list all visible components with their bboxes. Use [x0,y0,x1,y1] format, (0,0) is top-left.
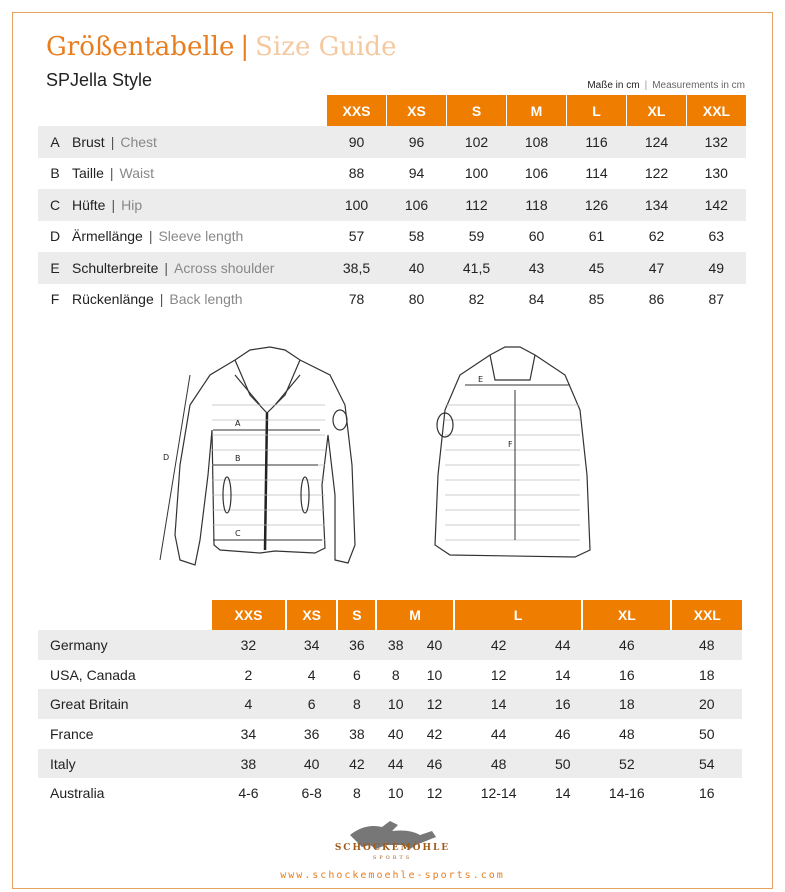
header-blank [38,95,327,126]
conversion-value: 42 [454,630,543,660]
front-measure-lines [160,375,322,560]
conversion-value: 8 [337,689,376,719]
measurement-name [72,284,327,316]
units-de: Maße in cm [587,80,640,91]
conversion-value: 14 [554,785,571,802]
size-header: M [507,95,567,126]
measurement-value: 96 [387,126,447,158]
conversion-value: 46 [415,749,454,779]
measurement-name-de: Ärmellänge [72,228,143,245]
measurement-name-en: Chest [120,133,157,150]
conversion-row [38,778,742,808]
conversion-table [38,600,742,808]
measurement-value: 124 [627,126,687,158]
measurement-name-de: Brust [72,133,105,150]
conversion-size-header: XXL [671,600,742,630]
units-note [587,80,745,91]
measurement-name-separator: | [164,259,169,276]
conversion-value: 34 [240,725,257,742]
conversion-row [38,660,742,690]
country-name: Great Britain [38,689,211,719]
sketch-label-a: A [235,419,241,428]
measurement-name-separator: | [111,196,116,213]
jacket-sketch [150,335,630,585]
conversion-value: 36 [303,725,320,742]
conversion-size-header: L [454,600,582,630]
country-name: Germany [38,630,211,660]
measurement-row [38,221,746,253]
conversion-row [38,749,742,779]
conversion-value: 14-16 [608,785,645,802]
conversion-value: 42 [337,749,376,779]
measurement-value: 45 [567,252,627,284]
measurement-value: 94 [408,165,425,182]
conversion-value: 14 [554,666,571,683]
conversion-size-header: S [337,600,376,630]
conversion-size-header: XL [582,600,671,630]
country-name: Italy [38,749,211,779]
measurement-row [38,284,746,316]
measurement-value: 88 [348,165,365,182]
country-name: USA, Canada [50,666,136,683]
measurement-letter: F [50,291,60,308]
conversion-header-row [38,600,742,630]
measurement-row [38,252,746,284]
measurement-value: 60 [528,228,545,245]
size-header: S [447,95,507,126]
conversion-value: 54 [671,749,742,779]
conversion-value: 32 [211,630,286,660]
conversion-value: 18 [698,666,715,683]
measurement-value: 122 [644,165,669,182]
measurement-name [72,221,327,253]
measurement-value: 38,5 [327,252,387,284]
sketch-label-f: F [508,440,513,449]
measurement-name-de: Hüfte [72,196,106,213]
back-jacket [435,347,590,557]
conversion-value: 40 [286,749,338,779]
measurement-value: 126 [567,189,627,221]
conversion-value: 6 [352,666,361,683]
conversion-value: 46 [582,630,671,660]
measurement-value: 106 [387,189,447,221]
sketch-label-d: D [163,453,170,462]
back-measure-lines [465,385,570,540]
measurement-value: 85 [588,291,605,308]
size-header: XL [627,95,687,126]
measurement-value: 80 [408,291,425,308]
conversion-value: 14 [454,689,543,719]
conversion-value: 38 [349,725,365,742]
conversion-value: 38 [211,749,286,779]
measurement-value: 43 [507,252,567,284]
title-en: Size Guide [255,32,397,62]
size-header: XXL [687,95,747,126]
measurement-name [72,189,327,221]
conversion-value: 44 [490,725,507,742]
measurement-value: 87 [708,291,725,308]
front-jacket [175,347,355,565]
measurement-row [38,158,746,190]
conversion-value: 34 [286,630,338,660]
sketch-label-e: E [478,375,484,384]
measurement-value: 63 [708,228,725,245]
measurement-value: 118 [507,189,567,221]
conversion-size-header: M [376,600,454,630]
measurement-name-en: Sleeve length [158,228,244,245]
country-name: France [50,725,94,742]
conversion-value: 8 [352,785,361,802]
units-separator: | [644,80,648,91]
conversion-value: 16 [543,689,582,719]
measurement-value: 59 [468,228,485,245]
conversion-value: 12-14 [480,785,517,802]
measurement-name-de: Rückenlänge [72,291,154,308]
measurement-letter: B [50,165,60,182]
measurement-value: 102 [447,126,507,158]
measurement-name [72,252,327,284]
size-header: L [567,95,627,126]
units-en: Measurements in cm [652,80,745,91]
conversion-value: 8 [391,666,400,683]
header-blank [38,600,211,630]
measurements-header-row [38,95,746,126]
conversion-value: 10 [426,666,443,683]
measurement-value: 40 [387,252,447,284]
conversion-value: 4-6 [238,785,259,802]
conversion-value: 16 [698,785,715,802]
measurement-value: 132 [687,126,747,158]
measurements-table [38,95,746,315]
sketch-label-b: B [235,454,241,463]
measurement-name [72,126,327,158]
title-de: Größentabelle [46,32,235,62]
conversion-value: 52 [582,749,671,779]
measurement-value: 100 [464,165,489,182]
conversion-value: 50 [543,749,582,779]
conversion-value: 12 [415,689,454,719]
measurement-name-en: Waist [119,165,155,182]
measurement-value: 134 [627,189,687,221]
measurement-name-en: Back length [169,291,243,308]
measurement-value: 62 [648,228,665,245]
measurement-letter: E [38,252,72,284]
measurement-name-en: Across shoulder [174,259,275,276]
page-title [46,32,396,62]
product-style: SPJella Style [46,70,153,90]
measurement-value: 58 [408,228,425,245]
measurement-value: 100 [327,189,387,221]
measurement-name-de: Schulterbreite [72,259,159,276]
measurement-name-separator: | [148,228,153,245]
measurement-name-separator: | [159,291,164,308]
measurement-name-de: Taille [72,165,104,182]
measurement-value: 108 [507,126,567,158]
measurement-value: 142 [687,189,747,221]
conversion-value: 12 [490,666,507,683]
conversion-value: 46 [554,725,571,742]
measurement-name-en: Hip [121,196,143,213]
conversion-row [38,630,742,660]
size-header: XS [387,95,447,126]
brand-name: SCHOCKEMÖHLE [334,843,451,853]
measurement-value: 84 [528,291,545,308]
conversion-value: 4 [307,666,316,683]
conversion-value: 36 [337,630,376,660]
conversion-value: 6-8 [301,785,322,802]
conversion-value: 44 [543,630,582,660]
measurement-value: 78 [348,291,365,308]
measurement-name-separator: | [109,165,114,182]
sketch-label-c: C [235,529,241,538]
measurement-letter: C [38,189,72,221]
conversion-value: 10 [387,785,404,802]
conversion-value: 50 [698,725,715,742]
measurement-value: 86 [648,291,665,308]
measurement-value: 57 [348,228,365,245]
conversion-value: 38 [376,630,415,660]
conversion-value: 44 [376,749,415,779]
website-link[interactable]: www.schockemoehle-sports.com [280,870,505,881]
measurement-name-separator: | [110,133,115,150]
measurement-value: 49 [687,252,747,284]
measurement-value: 112 [447,189,507,221]
conversion-value: 42 [426,725,443,742]
measurement-name [72,158,327,190]
measurement-value: 130 [704,165,728,182]
measurement-value: 90 [327,126,387,158]
conversion-row [38,719,742,749]
measurement-value: 114 [585,165,608,182]
conversion-value: 10 [376,689,415,719]
brand-sub: SPORTS [372,855,413,861]
conversion-value: 48 [454,749,543,779]
measurement-value: 61 [588,228,605,245]
conversion-value: 6 [286,689,338,719]
measurement-value: 106 [524,165,549,182]
size-header: XXS [327,95,387,126]
measurement-row [38,189,746,221]
conversion-value: 4 [211,689,286,719]
conversion-size-header: XS [286,600,338,630]
conversion-value: 16 [619,666,635,683]
measurement-value: 82 [468,291,485,308]
measurement-letter: A [38,126,72,158]
measurement-letter: D [49,228,61,245]
measurement-value: 41,5 [447,252,507,284]
conversion-value: 40 [415,630,454,660]
conversion-value: 12 [426,785,443,802]
country-name: Australia [50,785,105,802]
conversion-size-header: XXS [211,600,286,630]
measurement-value: 47 [627,252,687,284]
conversion-value: 2 [244,666,253,683]
conversion-value: 48 [671,630,742,660]
conversion-value: 20 [671,689,742,719]
measurement-value: 116 [567,126,627,158]
conversion-value: 18 [582,689,671,719]
title-separator: | [240,32,250,62]
measurement-row [38,126,746,158]
conversion-value: 48 [619,725,635,742]
conversion-value: 40 [387,725,404,742]
conversion-row [38,689,742,719]
